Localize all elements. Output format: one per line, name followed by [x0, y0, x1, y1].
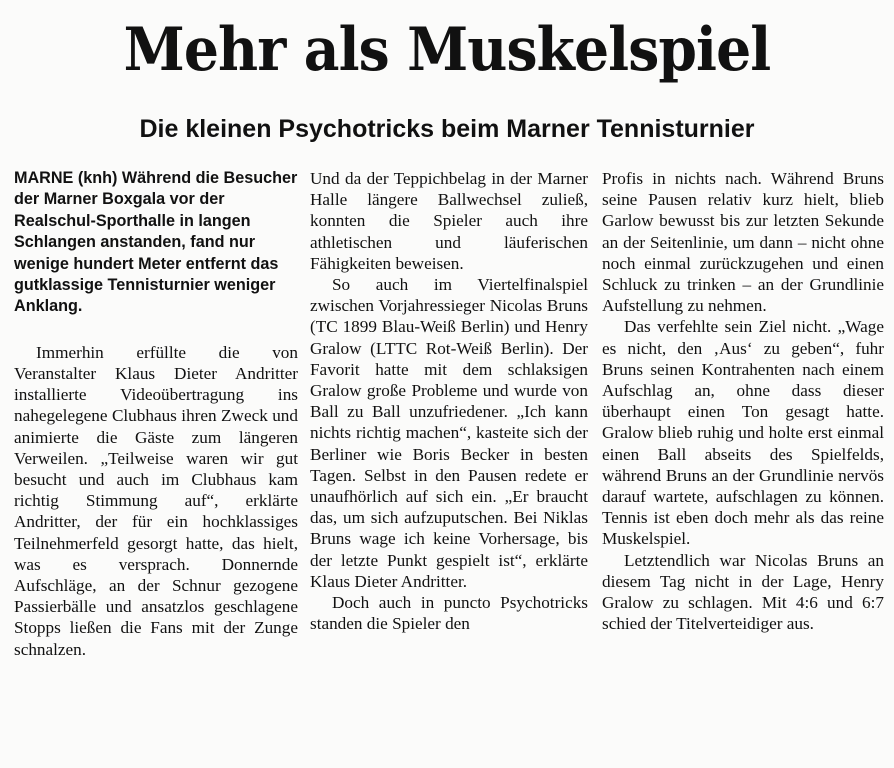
subheadline: Die kleinen Psychotricks beim Marner Tennisturnier: [139, 115, 755, 143]
lead-paragraph: MARNE (knh) Während die Besucher der Marner Boxgala vor der Realschul-Sporthalle in langen Schlangen anstanden, fand nur wenige hundert Meter entfernt das gutklassige Tennisturnier weniger Anklang.: [14, 169, 298, 316]
body-paragraph: Und da der Teppichbelag in der Marner Halle längere Ballwechsel zuließ, konnten die Spieler auch ihre athletischen und läuferischen Fähigkeiten beweisen.: [310, 169, 588, 273]
body-paragraph: Das verfehlte sein Ziel nicht. „Wage es nicht, den ‚Aus‘ zu geben“, fuhr Bruns seinen Kontrahenten nach einem Aufschlag an, ohne dass dieser überhaupt einen Ton gesagt hatte. Gralow blieb ruhig und holte erst einmal einen Ball abseits des Spielfelds, während Bruns an der Grundlinie nervös darauf wartete, aufschlagen zu können. Tennis ist eben doch mehr als das reine Muskelspiel.: [602, 317, 884, 549]
column-3: [602, 168, 884, 634]
body-paragraph: Letztendlich war Nicolas Bruns an diesem Tag nicht in der Lage, Henry Gralow zu schlagen. Mit 4:6 und 6:7 schied der Titelverteidiger aus.: [602, 550, 884, 634]
body-paragraph: Immerhin erfüllte die von Veranstalter Klaus Dieter Andritter installierte Videoübertragung ins nahegelegene Clubhaus ihren Zweck und animierte die Gäste zum längeren Verweilen. „Teilweise waren wir gut besucht und auch im Clubhaus kam richtig Stimmung auf“, erklärte Andritter, der für ein hochklassiges Teilnehmerfeld gesorgt hatte, das hielt, was es versprach. Donnernde Aufschläge, an der Schnur gezogene Passierbälle und ansatzlos geschlagene Stopps ließen die Fans mit der Zunge schnalzen.: [14, 342, 298, 659]
column-2: [310, 168, 588, 634]
headline: Mehr als Muskelspiel: [123, 15, 771, 85]
column-1: [14, 168, 298, 660]
body-paragraph: Profis in nichts nach. Während Bruns seine Pausen relativ kurz hielt, blieb Garlow bewusst bis zur letzten Sekunde an der Seitenlinie, um dann – nicht ohne noch einmal zurückzugehen und einen Schluck zu trinken – an der Grundlinie Aufstellung zu nehmen.: [602, 169, 884, 316]
body-paragraph: Doch auch in puncto Psychotricks standen die Spieler den: [310, 593, 588, 634]
body-paragraph: So auch im Viertelfinalspiel zwischen Vorjahressieger Nicolas Bruns (TC 1899 Blau-Weiß Berlin) und Henry Gralow (LTTC Rot-Weiß Berlin). Der Favorit hatte mit dem schlaksigen Gralow große Probleme und wurde von Ball zu Ball unzufriedener. „Ich kann nichts richtig machen“, kasteite sich der Berliner wie Boris Becker in besten Tagen. Selbst in den Pausen redete er unaufhörlich auf sich ein. „Er braucht das, um sich aufzuputschen. Bei Niklas Bruns wage ich keine Vorhersage, bis der letzte Punkt gespielt ist“, erklärte Klaus Dieter Andritter.: [310, 275, 588, 591]
